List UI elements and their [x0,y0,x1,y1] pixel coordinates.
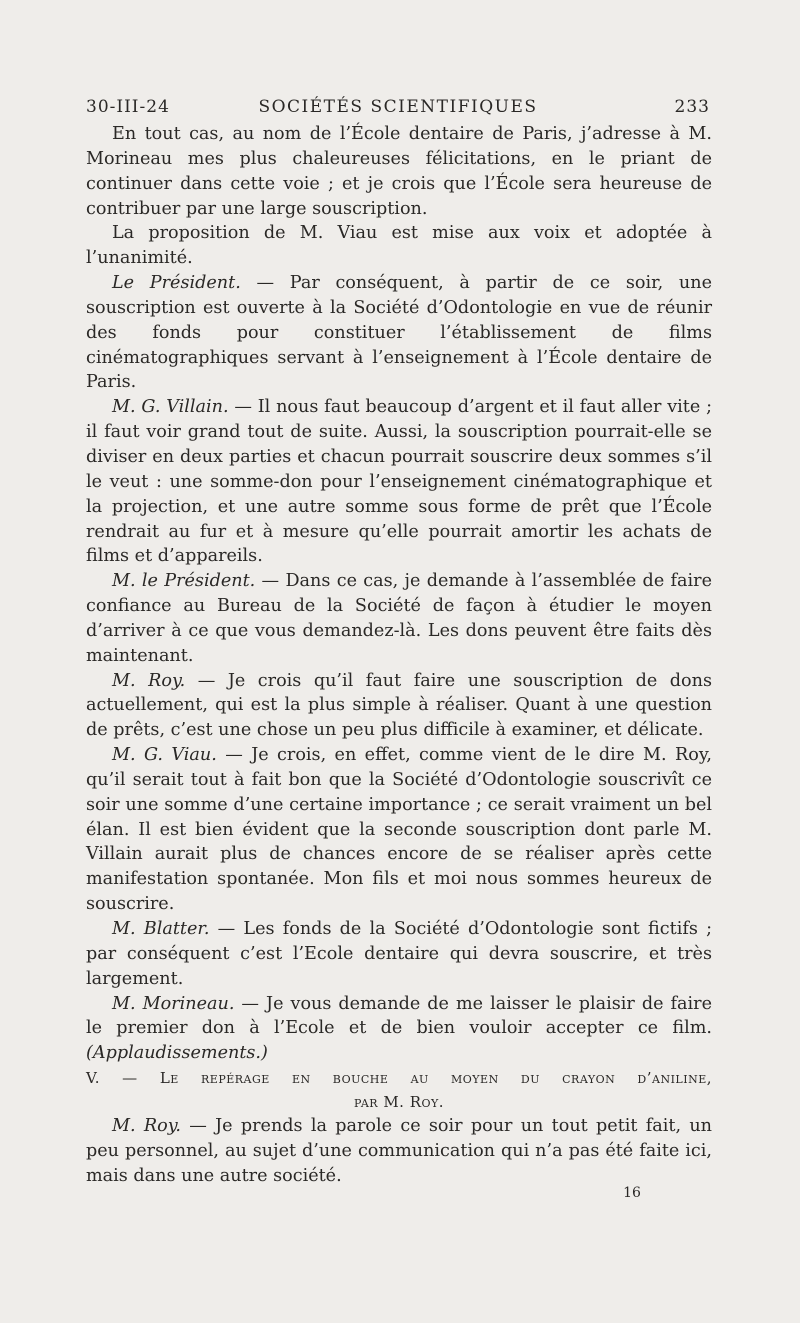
signature-mark: 16 [623,1185,641,1201]
body-text [86,122,712,1189]
paragraph [86,221,712,271]
paragraph-text: — Je crois, en effet, comme vient de le dire M. Roy, qu’il serait tout à fait bon que la Société d’Odontologie souscrivît ce soir une somme d’une certaine importance ; ce serait vraiment un bel élan. Il est bien évident que la seconde souscription dont parle M. Villain aurait plus de chances encore de se réaliser après cette manifestation spontanée. Mon fils et moi nous sommes heureux de souscrire. [86,745,713,915]
speaker-name: M. G. Viau. [112,745,217,766]
paragraph-text: La proposition de M. Viau est mise aux voix et adoptée à l’unanimité. [86,223,712,269]
paragraph-text: — Je prends la parole ce soir pour un tout petit fait, un peu personnel, au sujet d’une communication qui n’a pas été faite ici, mais dans une autre société. [86,1116,712,1186]
paragraph-text: En tout cas, au nom de l’École dentaire de Paris, j’adresse à M. Morineau mes plus chaleureuses félicitations, en le priant de continuer dans cette voie ; et je crois que l’École sera heureuse de contribuer par une large souscription. [86,124,712,219]
paragraph-text: — Je crois qu’il faut faire une souscription de dons actuellement, qui est la plus simple à réaliser. Quant à une question de prêts, c’est une chose un peu plus difficile à examiner, et délicate. [86,670,712,741]
speaker-name: M. G. Villain. [112,397,229,418]
paragraph-text: — Par conséquent, à partir de ce soir, une souscription est ouverte à la Société d’Odontologie en vue de réunir des fonds pour constituer l’établissement de films cinématographiques servant à l’enseignement à l’École dentaire de Paris. [86,273,712,393]
speaker-name: M. Morineau. [112,993,235,1014]
paragraph [86,669,712,744]
paragraph [86,395,712,569]
running-header [86,97,710,125]
paragraph [86,743,712,917]
paragraph [86,917,712,992]
header-title: SOCIÉTÉS SCIENTIFIQUES [258,97,538,117]
paragraph-text: — Il nous faut beaucoup d’argent et il faut aller vite ; il faut voir grand tout de suite. Aussi, la souscription pourrait-elle se diviser en deux parties et chacun pourrait souscrire deux sommes s’il le veut : une somme-don pour l’enseignement cinématographique et la projection, et une autre somme sous forme de prêt que l’École rendrait au fur et à mesure qu’elle pourrait amortir les achats de films et d’appareils. [86,397,712,567]
section-heading-author: par M. Roy. [353,1093,445,1112]
paragraph-text: — Les fonds de la Société d’Odontologie sont fictifs ; par conséquent c’est l’Ecole dentaire qui devra souscrire, et très largement. [86,919,712,989]
applause-note: (Applaudissements.) [86,1043,268,1064]
paragraph-text: — Dans ce cas, je demande à l’assemblée de faire confiance au Bureau de la Société de façon à étudier le moyen d’arriver à ce que vous demandez-là. Les dons peuvent être faits dès maintenant. [86,571,712,666]
paragraph [86,271,712,395]
header-date: 30-III-24 [86,97,170,117]
paragraph [86,1114,712,1189]
paragraph [86,122,712,221]
section-heading [86,1066,712,1114]
section-heading-title: V. — Le repérage en bouche au moyen du crayon d’aniline, [86,1069,712,1088]
speaker-name: Le Président. [112,273,241,294]
speaker-name: M. Roy. [112,1116,181,1137]
speaker-name: M. Blatter. [112,919,210,939]
speaker-name: M. Roy. [112,670,186,691]
page-number: 233 [674,97,710,117]
paragraph-text: — Je vous demande de me laisser le plaisir de faire le premier don à l’Ecole et de bien vouloir accepter ce film. [86,993,712,1039]
paragraph [86,992,712,1067]
paragraph [86,569,712,668]
speaker-name: M. le Président. [112,571,256,592]
